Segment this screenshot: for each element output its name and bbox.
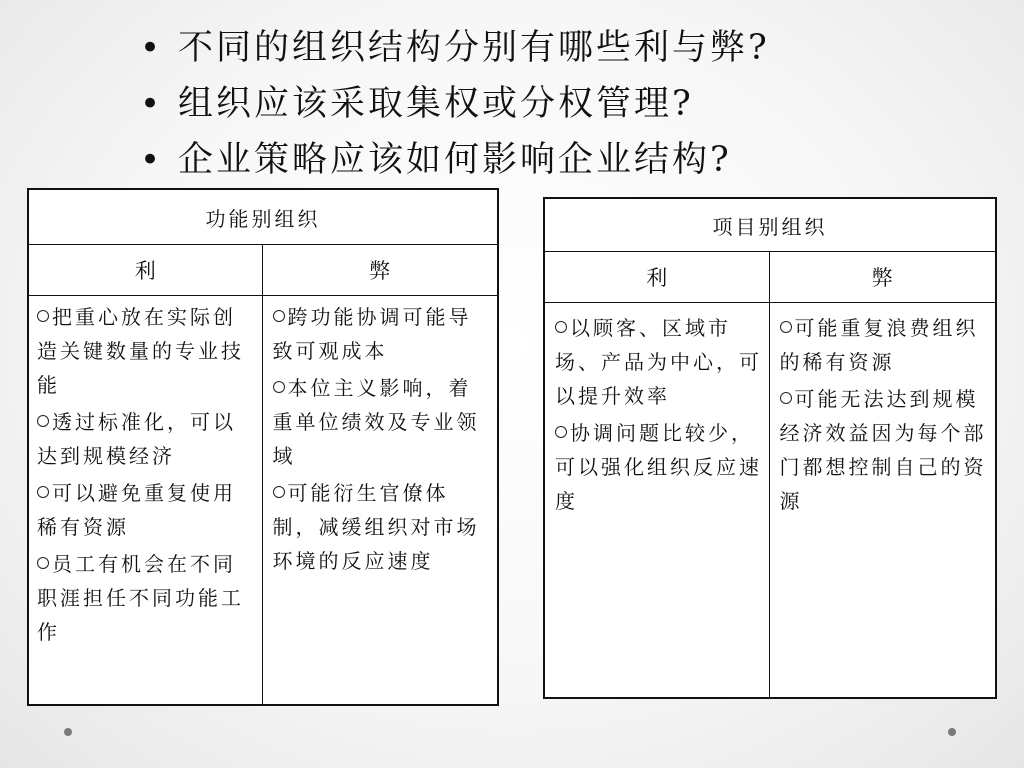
table-title: 功能别组织 [28,189,498,245]
cons-cell [769,303,996,699]
list-item: 透过标准化，可以达到规模经济 [37,410,236,468]
pros-header: 利 [544,252,769,303]
cons-list [780,311,990,518]
list-item: 可能重复浪费组织的稀有资源 [779,316,979,374]
question-item: • 组织应该采取集权或分权管理? [138,76,770,132]
pros-cell [28,296,262,706]
list-item: 协调问题比较少，可以强化组织反应速度 [555,421,762,513]
circle-bullet-icon [37,486,49,498]
functional-org-table [27,188,499,706]
question-item: • 企业策略应该如何影响企业结构? [138,132,770,188]
circle-bullet-icon [37,310,49,322]
decorative-dot-right [948,728,956,736]
list-item: 以顾客、区域市场、产品为中心，可以提升效率 [555,316,762,408]
circle-bullet-icon [780,392,792,404]
circle-bullet-icon [37,415,49,427]
circle-bullet-icon [37,557,49,569]
question-item: • 不同的组织结构分别有哪些利与弊? [138,20,770,76]
cons-header: 弊 [769,252,996,303]
circle-bullet-icon [555,321,567,333]
cons-header: 弊 [262,245,498,296]
circle-bullet-icon [780,321,792,333]
list-item: 本位主义影响，着重单位绩效及专业领域 [272,376,480,468]
pros-list [555,311,763,518]
list-item: 跨功能协调可能导致可观成本 [272,305,472,363]
cons-list [273,300,492,578]
list-item: 员工有机会在不同职涯担任不同功能工作 [37,552,244,644]
table-title: 项目别组织 [544,198,996,252]
pros-list [37,300,256,649]
circle-bullet-icon [555,426,567,438]
circle-bullet-icon [273,486,285,498]
circle-bullet-icon [273,381,285,393]
decorative-dot-left [64,728,72,736]
list-item: 可能无法达到规模经济效益因为每个部门都想控制自己的资源 [779,387,987,513]
list-item: 可以避免重复使用稀有资源 [37,481,236,539]
list-item: 可能衍生官僚体制，减缓组织对市场环境的反应速度 [272,481,480,573]
cons-cell [262,296,498,706]
question-list [138,20,770,188]
project-org-table [543,197,997,699]
list-item: 把重心放在实际创造关键数量的专业技能 [37,305,244,397]
pros-header: 利 [28,245,262,296]
pros-cell [544,303,769,699]
circle-bullet-icon [273,310,285,322]
